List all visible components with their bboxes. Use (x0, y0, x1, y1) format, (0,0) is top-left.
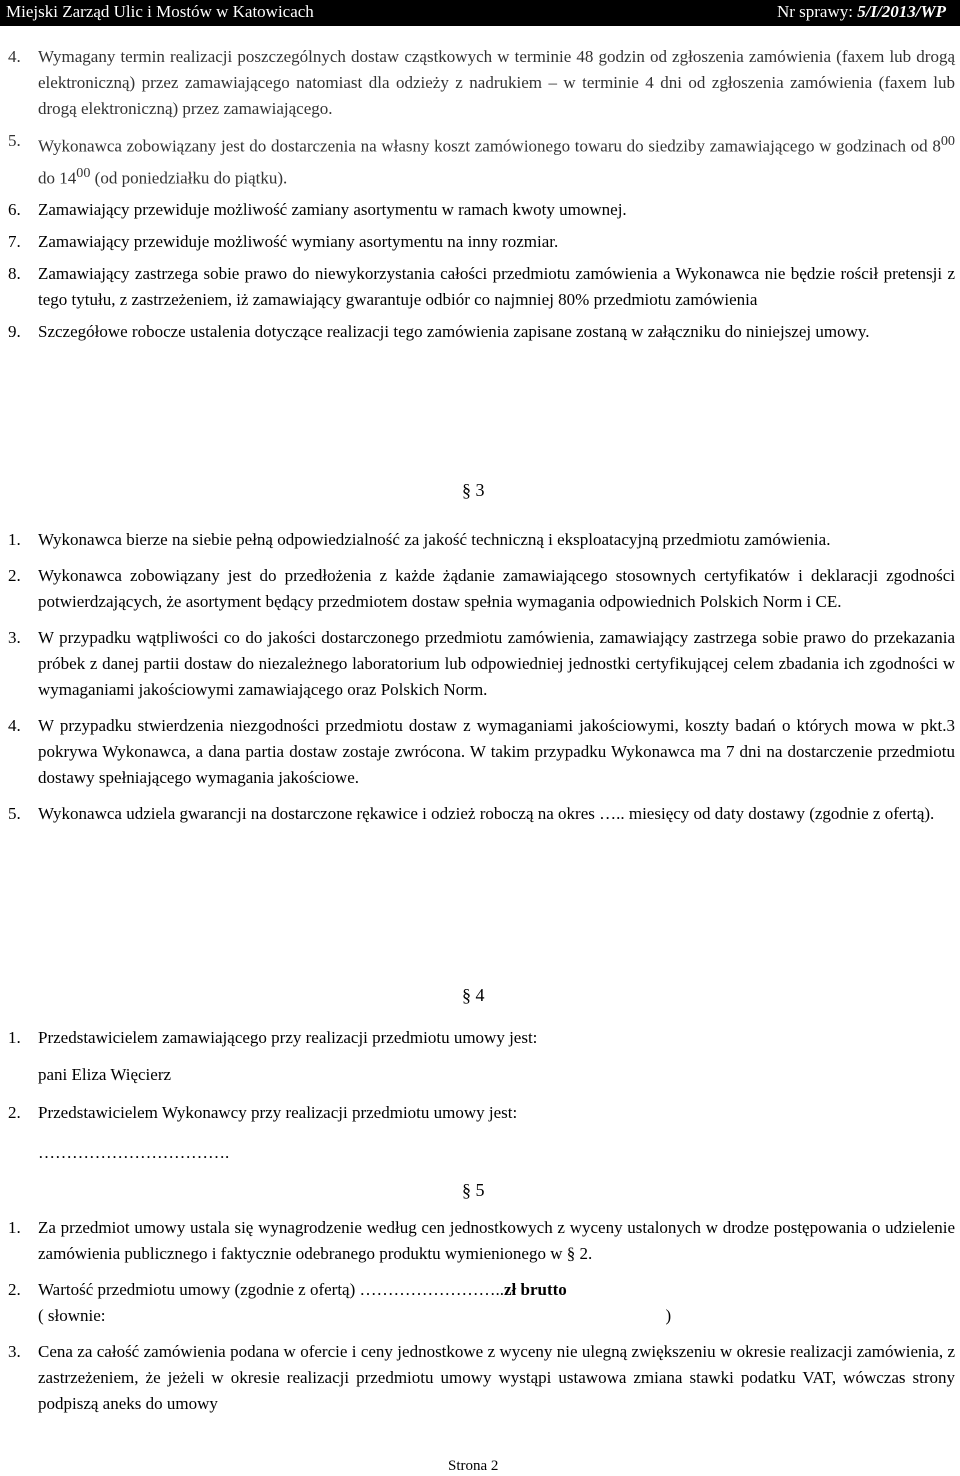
wykonawca-representative-placeholder: ……………………………. (38, 1143, 230, 1162)
list-item: 2. Przedstawicielem Wykonawcy przy realizacji przedmiotu umowy jest: (8, 1103, 518, 1122)
list-item: 3. Cena za całość zamówienia podana w ofercie i ceny jednostkowe z wyceny nie ulegną zwiększeniu w okresie realizacji zamówienia, z zastrzeżeniem, że jeżeli w okresie realizacji przedmiotu umowy wystąpi ustawowa zmiana stawki podatku VAT, wówczas strony podpiszą aneks do umowy (8, 1342, 955, 1413)
list-item: 1. Przedstawicielem zamawiającego przy realizacji przedmiotu umowy jest: (8, 1028, 538, 1047)
list-item: 5. Wykonawca udziela gwarancji na dostarczone rękawice i odzież roboczą na okres ….. miesięcy od daty dostawy (zgodnie z ofertą). (8, 804, 935, 823)
list-item: 7. Zamawiający przewiduje możliwość wymiany asortymentu na inny rozmiar. (8, 232, 559, 252)
list-item: 4. W przypadku stwierdzenia niezgodności przedmiotu dostaw z wymaganiami jakościowymi, koszty badań o których mowa w pkt.3 pokrywa Wykonawca, a dana partia dostaw zostaje zwrócona. W takim przypadku Wykonawca ma 7 dni na dostarczenie przedmiotu dostawy spełniającego wymagania jakościowe. (8, 716, 955, 787)
page-header (0, 0, 960, 26)
header-case-number: Nr sprawy: 5/I/2013/WP (776, 2, 946, 21)
list-item: 1. Za przedmiot umowy ustala się wynagrodzenie według cen jednostkowych z wyceny ustalonych w drodze postępowania o udzielenie zamówienia publicznego i faktycznie odebranego produktu wymienionego w § 2. (8, 1218, 955, 1263)
section5-list (8, 1215, 955, 1417)
section4-item-1 (8, 1025, 955, 1051)
list-item: 2. Wykonawca zobowiązany jest do przedłożenia z każde żądanie zamawiającego stosownych certyfikatów i deklaracji zgodności potwierdzających, że asortyment będący przedmiotem dostaw spełnia wymagania odpowiednich Polskich Norm i CE. (8, 566, 955, 611)
list-item: 9. Szczegółowe robocze ustalenia dotyczące realizacji tego zamówienia zapisane zostaną w załączniku do niniejszej umowy. (8, 322, 870, 342)
section4-item-2 (8, 1100, 955, 1126)
list-item: 5. Wykonawca zobowiązany jest do dostarczenia na własny koszt zamówionego towaru do siedziby zamawiającego w godzinach od $8^{00}$ do $14^{00}$ (od poniedziałku do piątku). (8, 131, 955, 188)
zamawiajacy-representative: pani Eliza Więcierz (38, 1065, 172, 1084)
page-number: Strona 2 (448, 1458, 499, 1474)
section5-title: § 5 (462, 1180, 485, 1200)
list-item: 3. W przypadku wątpliwości co do jakości dostarczonego przedmiotu zamówienia, zamawiający zastrzega sobie prawo do przekazania próbek z danej partii dostaw do niezależnego laboratorium lub odpowiedniej jednostki certyfikującej celem zbadania ich zgodności w wymaganiami jakościowymi zamawiającego oraz Polskich Norm. (8, 628, 955, 699)
section3-title: § 3 (462, 480, 485, 500)
list-item: 4. Wymagany termin realizacji poszczególnych dostaw cząstkowych w terminie 48 godzin od zgłoszenia zamówienia (faxem lub drogą elektroniczną) przez zamawiającego natomiast dla odzieży z nadrukiem – w terminie 4 dni od zgłoszenia zamówienia (faxem lub drogą elektroniczną) przez zamawiającego. (8, 47, 955, 118)
section2-list (8, 44, 955, 345)
list-item: 2. Wartość przedmiotu umowy (zgodnie z ofertą) ……………………..zł brutto ( słownie: ) (8, 1280, 672, 1325)
list-item: 8. Zamawiający zastrzega sobie prawo do niewykorzystania całości przedmiotu zamówienia a Wykonawca nie będzie rościł pretensji z tego tytułu, z zastrzeżeniem, iż zamawiający gwarantuje odbiór co najmniej 80% przedmiotu zamówienia (8, 264, 955, 310)
section3-list (8, 527, 955, 827)
section4-title: § 4 (462, 985, 485, 1005)
list-item: 1. Wykonawca bierze na siebie pełną odpowiedzialność za jakość techniczną i eksploatacyjną przedmiotu zamówienia. (8, 530, 831, 549)
list-item: 6. Zamawiający przewiduje możliwość zamiany asortymentu w ramach kwoty umownej. (8, 200, 627, 220)
header-office: Miejski Zarząd Ulic i Mostów w Katowicach (6, 2, 314, 21)
